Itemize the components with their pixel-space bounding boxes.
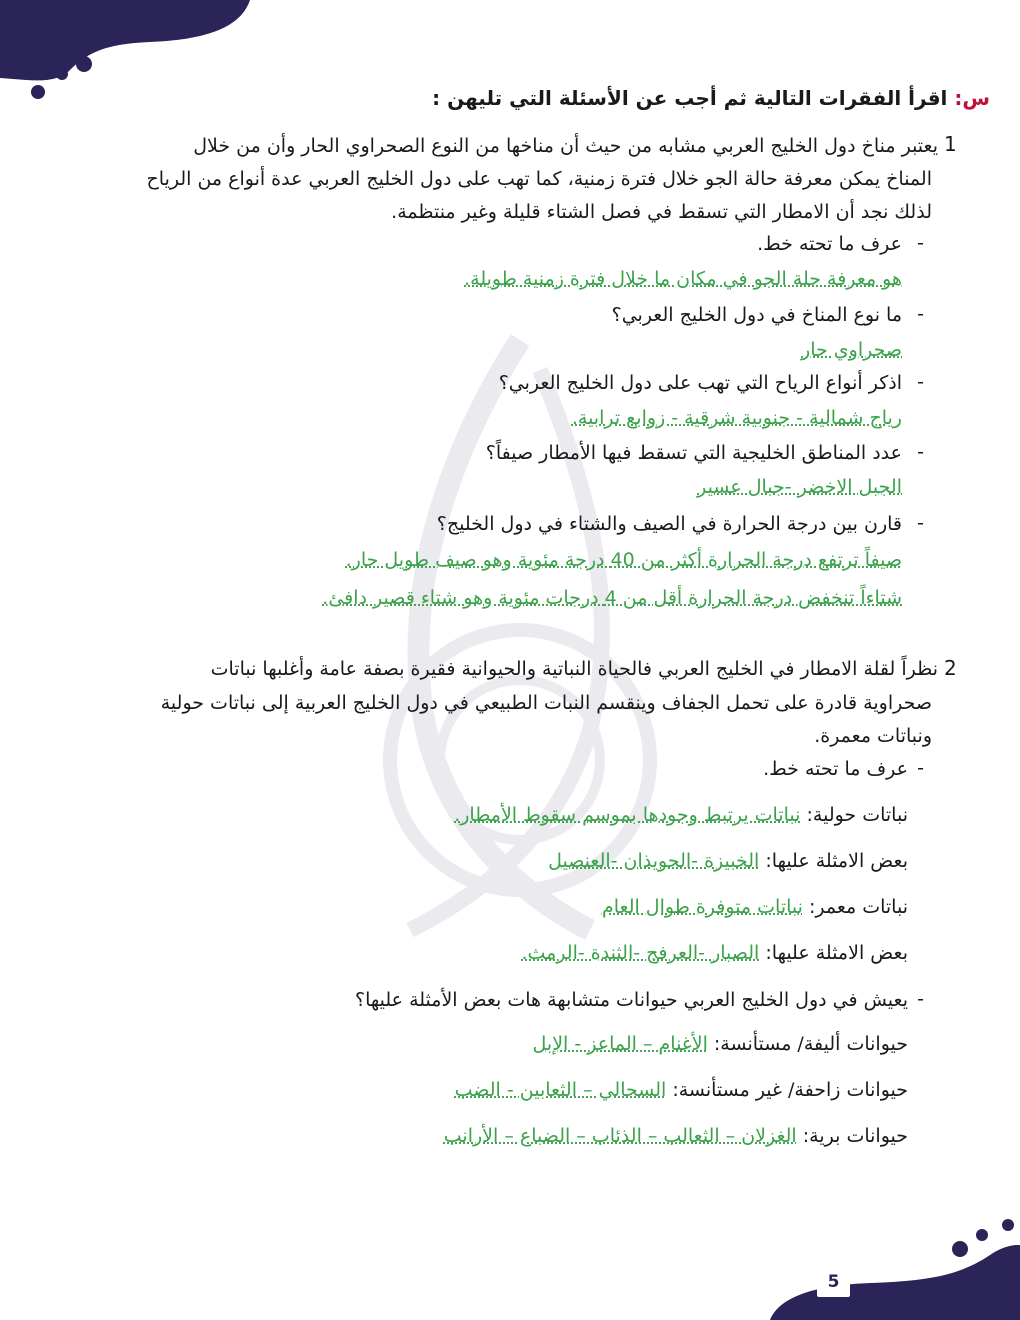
def-row-2 xyxy=(548,848,908,874)
s2-question-1: عرف ما تحته خط. xyxy=(763,758,908,780)
section-1-line-2: المناخ يمكن معرفة حالة الجو خلال فترة زمنية، كما تهب على دول الخليج العربي عدة أنواع من الرياح xyxy=(146,168,932,190)
def-answer: نباتات يرتبط وجودها بموسم سقوط الأمطار. xyxy=(454,804,801,826)
animal-answer: السحالي – الثعابين - الضب xyxy=(454,1079,667,1101)
def-label: نباتات معمر: xyxy=(808,896,908,918)
bottom-right-wave-decoration xyxy=(760,1215,1020,1320)
bullet-dash: - xyxy=(917,232,924,254)
section-1-line-1: يعتبر مناخ دول الخليج العربي مشابه من حيث أن مناخها من النوع الصحراوي الحار وأن من خلال xyxy=(193,135,938,157)
s1-question-3: اذكر أنواع الرياح التي تهب على دول الخليج العربي؟ xyxy=(498,372,902,394)
s1-answer-2: صحراوي حار xyxy=(801,339,902,361)
s1-question-4: عدد المناطق الخليجية التي تسقط فيها الأمطار صيفاً؟ xyxy=(485,442,902,464)
bullet-dash: - xyxy=(917,441,924,463)
bullet-dash: - xyxy=(917,303,924,325)
def-row-4 xyxy=(521,940,908,966)
section-2-number: 2 xyxy=(944,656,957,680)
heading-prefix: س: xyxy=(954,86,990,110)
s1-answer-5b: شتاءاً تنخفض درجة الحرارة أقل من 4 درجات مئوية وهو شتاء قصير دافئ. xyxy=(322,587,902,609)
def-answer: نباتات متوفرة طوال العام xyxy=(601,896,803,918)
def-row-3 xyxy=(602,894,908,920)
def-label: نباتات حولية: xyxy=(806,804,908,826)
section-2-line-1: نظراً لقلة الامطار في الخليج العربي فالحياة النباتية والحيوانية فقيرة بصفة عامة وأغلبها نباتات xyxy=(210,658,938,680)
def-row-1 xyxy=(454,802,908,828)
s1-answer-3: رياح شمالية - جنوبية شرقية - زوابع ترابية. xyxy=(571,407,902,429)
animal-row-2 xyxy=(455,1077,908,1103)
s2-question-2: يعيش في دول الخليج العربي حيوانات متشابهة هات بعض الأمثلة عليها؟ xyxy=(355,989,908,1011)
animal-label: حيوانات برية: xyxy=(802,1125,908,1147)
s1-answer-5a: صيفاً ترتفع درجة الحرارة أكثر من 40 درجة مئوية وهو صيف طويل حار. xyxy=(345,549,902,571)
section-2-line-3: ونباتات معمرة. xyxy=(814,725,932,747)
animal-label: حيوانات زاحفة/ غير مستأنسة: xyxy=(672,1079,908,1101)
bullet-dash: - xyxy=(917,371,924,393)
s1-question-1: عرف ما تحته خط. xyxy=(757,233,902,255)
def-answer: الخبيزة -الحويذان -العنصيل xyxy=(548,850,760,872)
section-2-line-2: صحراوية قادرة على تحمل الجفاف وينقسم النبات الطبيعي في دول الخليج العربية إلى نباتات حولية xyxy=(160,692,932,714)
def-label: بعض الامثلة عليها: xyxy=(765,942,908,964)
bullet-dash: - xyxy=(917,512,924,534)
animal-answer: الأغنام – الماعز - الإبل xyxy=(532,1033,708,1055)
heading-text: اقرأ الفقرات التالية ثم أجب عن الأسئلة التي تليهن : xyxy=(432,86,948,110)
section-1-number: 1 xyxy=(944,132,957,156)
animal-row-1 xyxy=(533,1031,908,1057)
s1-answer-4: الجبل الاخضر -جبال عسير xyxy=(697,476,902,498)
animal-label: حيوانات أليفة/ مستأنسة: xyxy=(713,1033,908,1055)
bullet-dash: - xyxy=(917,757,924,779)
page-heading xyxy=(90,86,990,110)
animal-answer: الغزلان – الثعالب – الذئاب – الضباع – الأرانب xyxy=(443,1125,797,1147)
s1-answer-1: هو معرفة حلة الجو في مكان ما خلال فترة زمنية طويلة. xyxy=(464,268,902,290)
s1-question-2: ما نوع المناخ في دول الخليج العربي؟ xyxy=(611,304,902,326)
section-1-line-3: لذلك نجد أن الامطار التي تسقط في فصل الشتاء قليلة وغير منتظمة. xyxy=(391,201,932,223)
page-number: 5 xyxy=(817,1267,850,1297)
bullet-dash: - xyxy=(917,988,924,1010)
s1-question-5: قارن بين درجة الحرارة في الصيف والشتاء في دول الخليج؟ xyxy=(436,513,902,535)
def-label: بعض الامثلة عليها: xyxy=(765,850,908,872)
animal-row-3 xyxy=(444,1123,908,1149)
def-answer: الصبار -العرفج -الثندة -الرمث. xyxy=(521,942,760,964)
